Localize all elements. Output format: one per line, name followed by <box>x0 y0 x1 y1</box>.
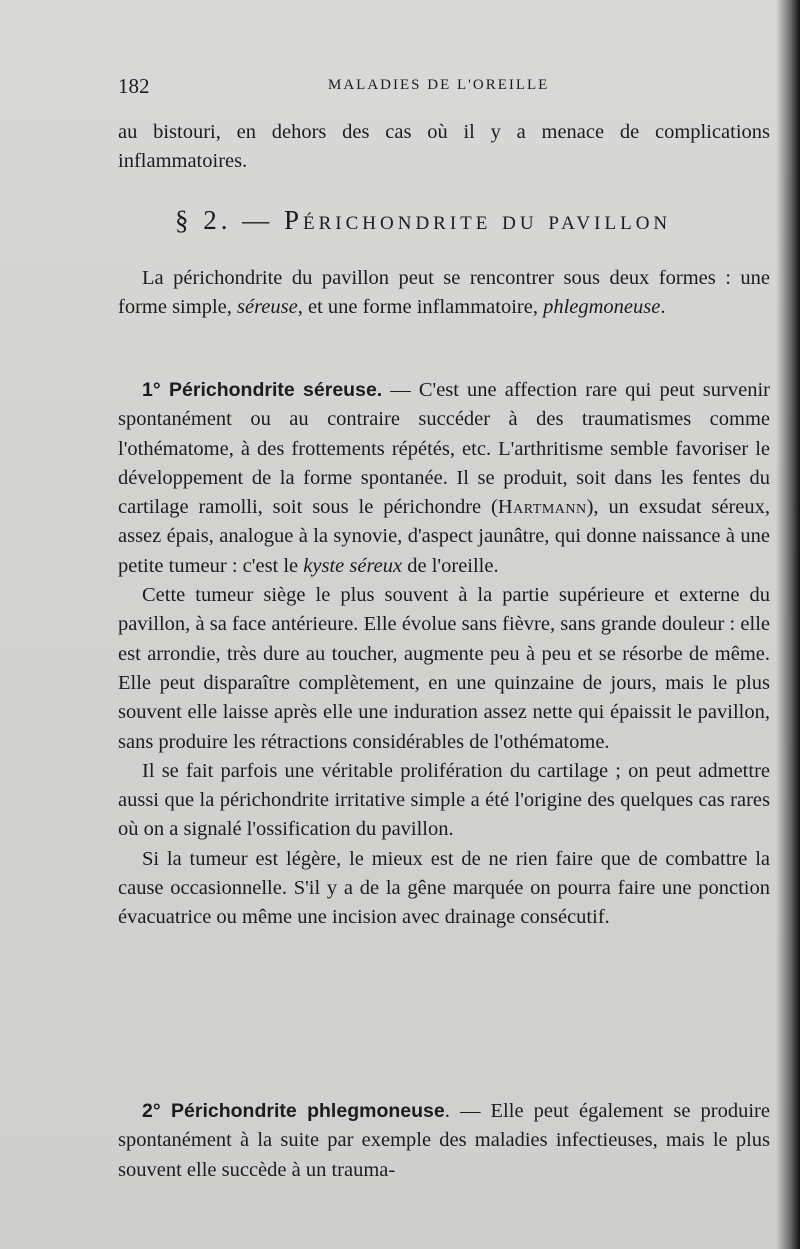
page-header <box>118 74 770 104</box>
italic-term: kyste séreux <box>303 554 403 577</box>
text-run: de l'oreille. <box>402 554 499 577</box>
running-head: MALADIES DE L'OREILLE <box>328 77 550 93</box>
intro-paragraph <box>118 264 770 323</box>
subheading-serous: 1° Périchondrite séreuse. <box>142 379 383 401</box>
text-run: , et une forme inflammatoire, <box>297 296 544 319</box>
section-title-text: § 2. — Périchondrite du pavillon <box>175 205 672 235</box>
serous-paragraph <box>118 376 770 581</box>
italic-term: séreuse <box>237 296 298 319</box>
continuation-paragraph <box>118 118 770 177</box>
phlegmonous-paragraph <box>118 1097 770 1185</box>
subheading-phlegmonous: 2° Périchondrite phlegmoneuse <box>142 1100 445 1122</box>
text-run: ), un exsudat séreux, assez épais, analogue à la synovie, d'aspect jaunâtre, qui donne naissance à une petite tumeur : c'est le <box>118 496 770 577</box>
page-shadow-edge <box>776 0 800 1249</box>
section-title <box>175 205 735 236</box>
phlegmonous-section <box>118 1097 770 1185</box>
italic-term: phlegmoneuse <box>543 296 661 319</box>
tumor-paragraph: Cette tumeur siège le plus souvent à la partie supérieure et externe du pavillon, à sa face antérieure. Elle évolue sans fièvre, sans grande douleur : elle est arrondie, très dure au toucher, augmente peu à peu et se résorbe de même. Elle peut disparaître complètement, en une quinzaine de jours, mais le plus souvent elle laisse après elle une induration assez nette qui épaissit le pavillon, sans produire les rétractions considérables de l'othématome. <box>118 584 770 753</box>
paragraph-text: au bistouri, en dehors des cas où il y a menace de complications inflammatoires. <box>118 121 770 173</box>
text-run: . — Elle peut également se produire spontanément à la suite par exemple des maladies infectieuses, mais le plus souvent elle succède à un trauma- <box>118 1100 770 1181</box>
proliferation-paragraph: Il se fait parfois une véritable prolifération du cartilage ; on peut admettre aussi que la périchondrite irritative simple a été l'origine des quelques cas rares où on a signalé l'ossification du pavillon. <box>118 759 770 841</box>
author-name: Hartmann <box>497 496 587 519</box>
treatment-paragraph: Si la tumeur est légère, le mieux est de ne rien faire que de combattre la cause occasionnelle. S'il y a de la gêne marquée on pourra faire une ponction évacuatrice ou même une incision avec drainage consécutif. <box>118 847 770 929</box>
serous-section <box>118 376 770 933</box>
page-number: 182 <box>118 74 150 98</box>
text-run: — C'est une affection rare qui peut survenir spontanément ou au contraire succéder à des traumatismes comme l'othématome, à des frottements répétés, etc. L'arthritisme semble favoriser le développement de la forme spontanée. Il se produit, soit dans les fentes du cartilage ramolli, soit sous le périchondre ( <box>118 379 770 519</box>
text-run: . <box>660 296 666 319</box>
text-run: La périchondrite du pavillon peut se rencontrer sous deux formes : une forme simple, <box>118 267 770 319</box>
